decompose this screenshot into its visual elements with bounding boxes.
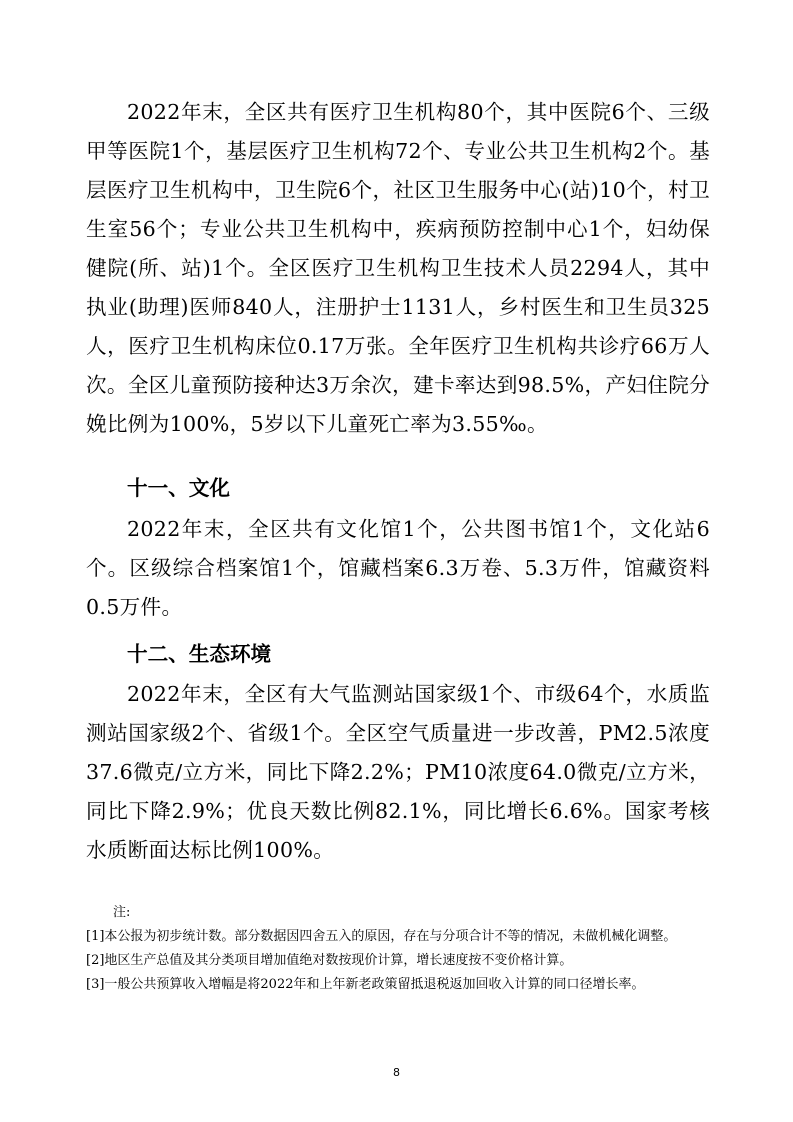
environment-heading: 十二、生态环境: [127, 642, 272, 666]
footnotes-label: 注:: [113, 905, 131, 920]
health-paragraph: 2022年末，全区共有医疗卫生机构80个，其中医院6个、三级甲等医院1个，基层医疗卫生机构72个、专业公共卫生机构2个。基层医疗卫生机构中，卫生院6个，社区卫生服务中心(站)10个，村卫生室56个；专业公共卫生机构中，疾病预防控制中心1个，妇幼保健院(所、站)1个。全区医疗卫生机构卫生技术人员2294人，其中执业(助理)医师840人，注册护士1131人，乡村医生和卫生员325人，医疗卫生机构床位0.17万张。全年医疗卫生机构共诊疗66万人次。全区儿童预防接种达3万余次，建卡率达到98.5%，产妇住院分娩比例为100%，5岁以下儿童死亡率为3.55‰。: [86, 100, 710, 436]
footnote-item: [3]一般公共预算收入增幅是将2022年和上年新老政策留抵退税返加回收入计算的同口径增长率。: [86, 977, 645, 992]
footnotes: [86, 903, 710, 999]
environment-paragraph: 2022年末，全区有大气监测站国家级1个、市级64个，水质监测站国家级2个、省级1个。全区空气质量进一步改善，PM2.5浓度37.6微克/立方米，同比下降2.2%；PM10浓度64.0微克/立方米，同比下降2.9%；优良天数比例82.1%，同比增长6.6%。国家考核水质断面达标比例100%。: [86, 682, 710, 862]
culture-heading: 十一、文化: [127, 476, 230, 500]
footnote-item: [2]地区生产总值及其分类项目增加值绝对数按现价计算，增长速度按不变价格计算。: [86, 953, 573, 968]
culture-paragraph: 2022年末，全区共有文化馆1个，公共图书馆1个，文化站6个。区级综合档案馆1个，馆藏档案6.3万卷、5.3万件，馆藏资料0.5万件。: [86, 517, 710, 619]
page-number: 8: [393, 1066, 400, 1079]
footnote-item: [1]本公报为初步统计数。部分数据因四舍五入的原因，存在与分项合计不等的情况，未做机械化调整。: [86, 929, 677, 944]
